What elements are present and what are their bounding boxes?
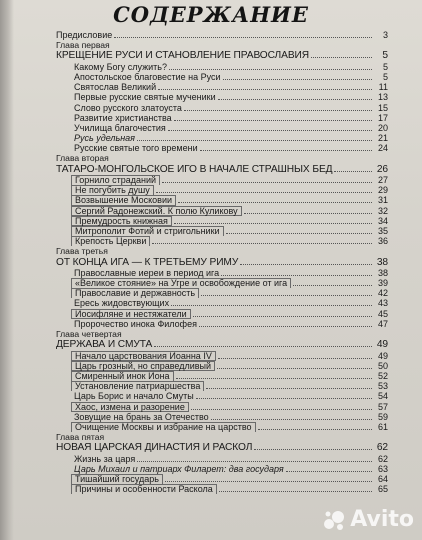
- toc-entry-title: Слово русского златоуста: [74, 102, 182, 113]
- toc-page-number: 59: [377, 411, 388, 422]
- toc-dot-leader: [114, 30, 372, 38]
- toc-dot-leader: [218, 92, 372, 100]
- toc-dot-leader: [244, 206, 372, 214]
- toc-section-entry: [56, 391, 388, 401]
- toc-entry-title: Глава вторая: [56, 153, 109, 164]
- toc-page-number: 15: [377, 102, 388, 113]
- toc-chapter-heading: [56, 257, 388, 268]
- toc-entry-title: Глава четвертая: [56, 329, 122, 340]
- toc-chapter-heading: [56, 442, 388, 453]
- toc-dot-leader: [199, 319, 372, 327]
- toc-section-entry: [56, 422, 388, 432]
- toc-section-entry: [56, 371, 388, 381]
- toc-dot-leader: [191, 402, 372, 410]
- toc-section-entry: [56, 133, 388, 143]
- toc-dot-leader: [152, 236, 372, 244]
- toc-dot-leader: [174, 113, 372, 121]
- toc-entry-title: «Великое стояние» на Угре и освобождение от ига: [71, 278, 291, 288]
- table-of-contents: [56, 30, 388, 494]
- toc-entry-title: Училища благочестия: [74, 122, 166, 133]
- toc-dot-leader: [174, 216, 372, 224]
- toc-page-number: 54: [377, 391, 388, 402]
- toc-dot-leader: [334, 164, 372, 172]
- watermark-text: Avito: [350, 507, 414, 532]
- toc-dot-leader: [218, 351, 372, 359]
- toc-section-entry: [56, 72, 388, 82]
- toc-page-number: 20: [377, 122, 388, 133]
- toc-entry-title: Апостольское благовестие на Руси: [74, 71, 221, 82]
- toc-entry-title: Глава пятая: [56, 432, 105, 443]
- toc-section-entry: [56, 206, 388, 216]
- toc-page-number: 38: [377, 267, 388, 278]
- toc-section-entry: [56, 484, 388, 494]
- toc-dot-leader: [223, 72, 372, 80]
- toc-page-number: 21: [377, 133, 388, 144]
- toc-page-number: 50: [377, 360, 388, 371]
- toc-dot-leader: [206, 381, 372, 389]
- toc-page-number: 36: [377, 236, 388, 247]
- avito-watermark: [322, 507, 414, 532]
- toc-dot-leader: [168, 123, 372, 131]
- toc-page-number: 35: [377, 225, 388, 236]
- toc-entry-title: Крепость Церкви: [71, 236, 150, 246]
- toc-section-entry: [56, 143, 388, 153]
- toc-section-entry: [56, 195, 388, 205]
- toc-dot-leader: [219, 484, 372, 492]
- toc-page-number: 61: [377, 421, 388, 432]
- toc-chapter-heading: [56, 164, 388, 175]
- toc-section-entry: [56, 454, 388, 464]
- avito-logo-icon: [322, 508, 346, 532]
- toc-entry-title: Православные иереи в период ига: [74, 267, 220, 278]
- toc-dot-leader: [286, 464, 372, 472]
- toc-entry-title: КРЕЩЕНИЕ РУСИ И СТАНОВЛЕНИЕ ПРАВОСЛАВИЯ: [56, 50, 310, 62]
- toc-entry-title: Глава третья: [56, 246, 108, 257]
- toc-section-entry: [56, 103, 388, 113]
- toc-entry-title: Хаос, измена и разорение: [71, 402, 189, 412]
- toc-dot-leader: [176, 371, 372, 379]
- toc-section-entry: [56, 288, 388, 298]
- toc-page-number: 3: [382, 30, 388, 40]
- toc-entry-title: Тишайший государь: [71, 474, 163, 484]
- toc-page-number: 47: [377, 318, 388, 329]
- toc-entry-title: Какому Богу служить?: [74, 61, 167, 72]
- toc-section-entry: [56, 278, 388, 288]
- toc-page-number: 57: [377, 401, 388, 412]
- toc-entry-title: Святослав Великий: [74, 82, 157, 93]
- toc-section-entry: [56, 361, 388, 371]
- toc-entry-title: ДЕРЖАВА И СМУТА: [56, 339, 153, 351]
- toc-entry-title: Предисловие: [56, 30, 113, 40]
- toc-page-number: 17: [377, 112, 388, 123]
- toc-entry-title: Горнило страданий: [71, 175, 160, 185]
- toc-page-number: 62: [376, 442, 388, 454]
- toc-page-number: 29: [377, 185, 388, 196]
- toc-dot-leader: [178, 195, 372, 203]
- toc-dot-leader: [137, 454, 372, 462]
- toc-section-entry: [56, 226, 388, 236]
- toc-page-number: 52: [377, 371, 388, 381]
- toc-dot-leader: [193, 309, 372, 317]
- toc-page-number: 65: [377, 484, 388, 495]
- toc-entry-title: Жизнь за царя: [74, 453, 136, 464]
- toc-entry-title: Царь Борис и начало Смуты: [74, 391, 194, 402]
- toc-section-entry: [56, 268, 388, 278]
- toc-section-entry: [56, 412, 388, 422]
- toc-entry-title: Русские святые того времени: [74, 143, 198, 154]
- toc-section-entry: [56, 92, 388, 102]
- toc-dot-leader: [137, 133, 372, 141]
- toc-entry-title: Глава первая: [56, 40, 110, 51]
- toc-dot-leader: [171, 298, 372, 306]
- toc-entry-title: Возвышение Московии: [71, 195, 176, 205]
- toc-entry-title: Сергий Радонежский. К полю Куликову: [71, 206, 242, 216]
- toc-page-number: 32: [377, 205, 388, 216]
- toc-page-number: 43: [377, 298, 388, 309]
- toc-section-entry: [56, 236, 388, 246]
- toc-dot-leader: [156, 185, 372, 193]
- toc-page-number: 49: [376, 339, 388, 351]
- toc-entry-title: Царь Михаил и патриарх Филарет: два государя: [74, 463, 284, 474]
- toc-dot-leader: [162, 175, 372, 183]
- toc-section-entry: [56, 402, 388, 412]
- toc-entry-title: Русь удельная: [74, 133, 135, 144]
- toc-section-entry: [56, 185, 388, 195]
- toc-entry-title: Православие и державность: [71, 288, 199, 298]
- toc-entry-title: Пророчество инока Филофея: [74, 318, 197, 329]
- toc-entry-title: Причины и особенности Раскола: [71, 484, 217, 494]
- toc-dot-leader: [184, 103, 372, 111]
- toc-dot-leader: [254, 442, 372, 450]
- toc-entry-title: Развитие христианства: [74, 112, 172, 123]
- toc-entry-title: Начало царствования Иоанна IV: [71, 351, 216, 361]
- toc-dot-leader: [169, 62, 372, 70]
- toc-page-number: 49: [377, 350, 388, 361]
- toc-page-number: 5: [382, 50, 388, 62]
- toc-section-entry: [56, 216, 388, 226]
- toc-dot-leader: [217, 361, 372, 369]
- toc-page-number: 31: [377, 195, 388, 206]
- toc-dot-leader: [200, 143, 372, 151]
- toc-entry-title: Установление патриаршества: [71, 381, 204, 391]
- toc-dot-leader: [240, 257, 372, 265]
- toc-page-number: 34: [377, 215, 388, 226]
- toc-page-number: 64: [377, 474, 388, 485]
- toc-page-number: 62: [377, 453, 388, 464]
- toc-dot-leader: [311, 50, 372, 58]
- toc-entry-title: Митрополит Фотий и стригольники: [71, 226, 224, 236]
- toc-entry-title: Первые русские святые мученики: [74, 92, 216, 103]
- toc-entry-title: Ересь жидовствующих: [74, 298, 170, 309]
- toc-dot-leader: [201, 288, 372, 296]
- toc-chapter-label: [56, 329, 388, 339]
- toc-section-entry: [56, 298, 388, 308]
- toc-chapter-label: [56, 432, 388, 442]
- toc-page-number: 11: [378, 82, 388, 93]
- toc-page-number: 45: [377, 308, 388, 319]
- toc-entry-title: Царь грозный, но справедливый: [71, 361, 215, 371]
- toc-page-number: 38: [376, 256, 388, 268]
- toc-dot-leader: [196, 391, 372, 399]
- toc-page-number: 26: [376, 163, 388, 175]
- toc-page-number: 63: [377, 463, 388, 474]
- toc-dot-leader: [154, 339, 372, 347]
- toc-chapter-heading: [56, 50, 388, 61]
- toc-entry-title: Очищение Москвы и избрание на царство: [71, 422, 256, 432]
- toc-page-number: 39: [377, 278, 388, 289]
- toc-section-entry: [56, 381, 388, 391]
- toc-dot-leader: [158, 82, 372, 90]
- toc-section-entry: [56, 319, 388, 329]
- page-title: СОДЕРЖАНИЕ: [113, 2, 309, 27]
- toc-dot-leader: [226, 226, 372, 234]
- toc-page-number: 53: [377, 381, 388, 392]
- page-edge-shadow: [0, 0, 14, 540]
- toc-chapter-label: [56, 153, 388, 163]
- toc-section-entry: [56, 351, 388, 361]
- toc-dot-leader: [211, 412, 372, 420]
- toc-dot-leader: [165, 474, 372, 482]
- toc-dot-leader: [221, 268, 372, 276]
- toc-section-entry: [56, 464, 388, 474]
- toc-page-number: 24: [377, 143, 388, 154]
- toc-section-entry: [56, 175, 388, 185]
- toc-page-number: 5: [382, 71, 388, 82]
- toc-entry-title: Смиренный инок Иона: [71, 371, 174, 381]
- toc-page-number: 5: [382, 61, 388, 72]
- toc-chapter-heading: [56, 339, 388, 350]
- toc-entry-title: Премудрость книжная: [71, 216, 172, 226]
- toc-chapter-label: [56, 40, 388, 50]
- toc-section-entry: [56, 474, 388, 484]
- toc-entry-title: ОТ КОНЦА ИГА — К ТРЕТЬЕМУ РИМУ: [56, 256, 239, 268]
- toc-entry: [56, 30, 388, 40]
- toc-entry-title: Зовущие на брань за Отечество: [74, 411, 209, 422]
- toc-entry-title: Не погубить душу: [71, 185, 154, 195]
- toc-section-entry: [56, 123, 388, 133]
- toc-page-number: 13: [377, 92, 388, 103]
- toc-section-entry: [56, 113, 388, 123]
- toc-entry-title: НОВАЯ ЦАРСКАЯ ДИНАСТИЯ И РАСКОЛ: [56, 442, 253, 454]
- toc-section-entry: [56, 82, 388, 92]
- toc-section-entry: [56, 309, 388, 319]
- toc-entry-title: ТАТАРО-МОНГОЛЬСКОЕ ИГО В НАЧАЛЕ СТРАШНЫХ БЕД: [56, 163, 333, 175]
- toc-entry-title: Иосифляне и нестяжатели: [71, 309, 191, 319]
- toc-dot-leader: [293, 278, 372, 286]
- toc-section-entry: [56, 62, 388, 72]
- toc-dot-leader: [258, 422, 372, 430]
- toc-page-number: 42: [377, 288, 388, 299]
- toc-chapter-label: [56, 246, 388, 256]
- toc-page-number: 27: [377, 175, 388, 186]
